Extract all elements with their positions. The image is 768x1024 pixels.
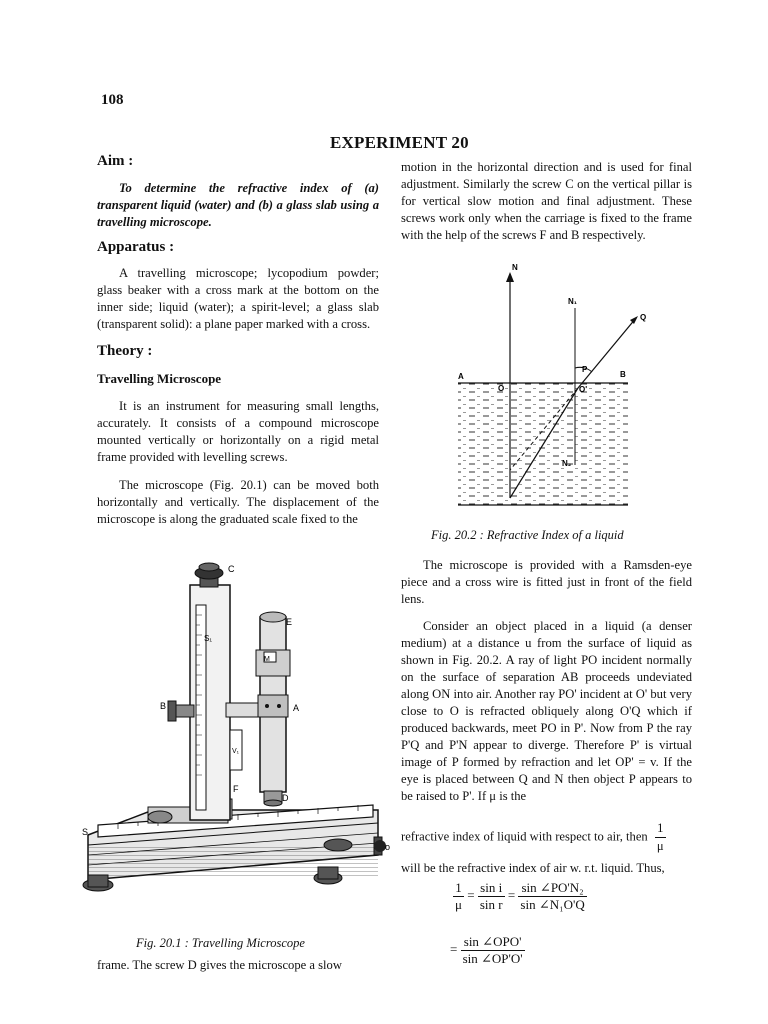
ri-line-continued: will be the refractive index of air w. r.t. liquid. Thus,	[401, 861, 665, 875]
ramsden-paragraph: The microscope is provided with a Ramsden-eye piece and a cross wire is fitted just in front of the field lens.	[401, 558, 692, 606]
apparatus-heading: Apparatus :	[97, 239, 175, 255]
right-para-top: motion in the horizontal direction and is used for final adjustment. Similarly the screw C on the vertical pillar is for vertical slow motion and final adjustment. These screws work only when the carriage is fixed to the frame with the help of the screws F and B respectively.	[401, 160, 692, 242]
fig1-label-o: o	[385, 842, 391, 852]
fig2-label-o-prime: O'	[579, 385, 588, 394]
left-column	[97, 153, 379, 528]
right-lower-text	[401, 557, 692, 805]
eq1-fraction-1: $\frac{1}{\mu}$	[455, 880, 462, 912]
consider-paragraph: Consider an object placed in a liquid (a denser medium) at a distance u from the surface of liquid as shown in Fig. 20.2. A ray of light PO incident normally on the surface of separation AB proceeds undeviated along ON into air. Another ray PO' incident at O' but very close to O is refracted obliquely along O'Q which if produced backwards, meet PO in P'. Now from P the ray P'Q and P'N appear to diverge. Therefore P' is virtual image of P formed by refraction and let OP' = v. If the eye is placed between Q and N then object P appears to be raised to P'. If μ is the	[401, 619, 692, 803]
fig2-label-p: P	[582, 365, 588, 374]
fig1-label-v1: V₁	[232, 748, 240, 755]
refractive-index-figure	[440, 260, 670, 515]
equation-1: $\frac{1}{\mu}$ = $\frac{\text{sin i}}{\text{sin r}}$ = $\frac{\text{sin ∠PO'N₂}}{\text{sin ∠N₁O'Q}}$	[455, 880, 585, 912]
aim-heading: Aim :	[97, 153, 134, 169]
left-bottom-line: frame. The screw D gives the microscope a slow	[97, 958, 342, 972]
page-number: 108	[101, 92, 124, 108]
fig1-label-d: D	[282, 793, 289, 803]
fig1-label-s: S	[82, 827, 89, 837]
fig1-label-m: M	[264, 656, 270, 663]
fig2-label-n2: N₂	[562, 459, 572, 468]
travelling-microscope-figure	[78, 555, 396, 930]
fig2-label-n1: N₁	[568, 297, 578, 306]
refractive-index-line	[401, 820, 692, 855]
fig1-caption: Fig. 20.1 : Travelling Microscope	[136, 936, 305, 950]
microscope-tube	[256, 612, 293, 806]
apparatus-text: A travelling microscope; lycopodium powder; glass beaker with a cross mark at the bottom on the inner side; liquid (water); a spirit-level; a glass slab (transparent solid): a plane paper marked with a cross.	[97, 266, 379, 331]
experiment-title: EXPERIMENT 20	[330, 133, 469, 152]
eq2-fraction: $\frac{\text{sin ∠OPO'}}{\sin \angle OP'O'}$	[462, 934, 523, 966]
equation-2: = $\frac{\text{sin ∠OPO'}}{\sin \angle OP'O'}$	[450, 934, 523, 966]
fig1-label-s1: S₁	[204, 634, 213, 643]
travelling-microscope-para-1: It is an instrument for measuring small lengths, accurately. It consists of a compound microscope mounted vertically or horizontally on a rigid metal frame provided with levelling screws.	[97, 399, 379, 464]
fig2-label-q: Q	[640, 313, 647, 322]
eq1-fraction-3: $\frac{\text{sin ∠PO'N₂}}{\text{sin ∠N₁O'Q}}$	[520, 880, 585, 912]
fig2-label-n: N	[512, 263, 518, 272]
fig2-label-a: A	[458, 372, 464, 381]
eq1-fraction-2: $\frac{\text{sin i}}{\text{sin r}}$	[479, 880, 503, 912]
ri-line-text: refractive index of liquid with respect to air, then	[401, 829, 648, 844]
fig2-caption: Fig. 20.2 : Refractive Index of a liquid	[431, 528, 624, 542]
fig1-label-b: B	[160, 701, 167, 711]
travelling-microscope-heading: Travelling Microscope	[97, 371, 222, 386]
fig2-label-o: O	[498, 384, 505, 393]
fig1-label-e: E	[286, 617, 293, 627]
fig1-label-c: C	[228, 564, 235, 574]
fig2-label-b: B	[620, 370, 626, 379]
top-screw-c	[195, 563, 223, 587]
theory-heading: Theory :	[97, 343, 153, 359]
travelling-microscope-para-2: The microscope (Fig. 20.1) can be moved both horizontally and vertically. The displacement of the microscope is along the graduated scale fixed to the	[97, 478, 379, 526]
fig1-label-a: A	[293, 703, 300, 713]
fig1-label-f: F	[233, 784, 239, 794]
ri-line-fraction: $\frac{1}{\mu}$	[656, 821, 664, 853]
refracted-ray	[578, 318, 636, 388]
aim-text: To determine the refractive index of (a) transparent liquid (water) and (b) a glass slab using a travelling microscope.	[97, 181, 379, 229]
